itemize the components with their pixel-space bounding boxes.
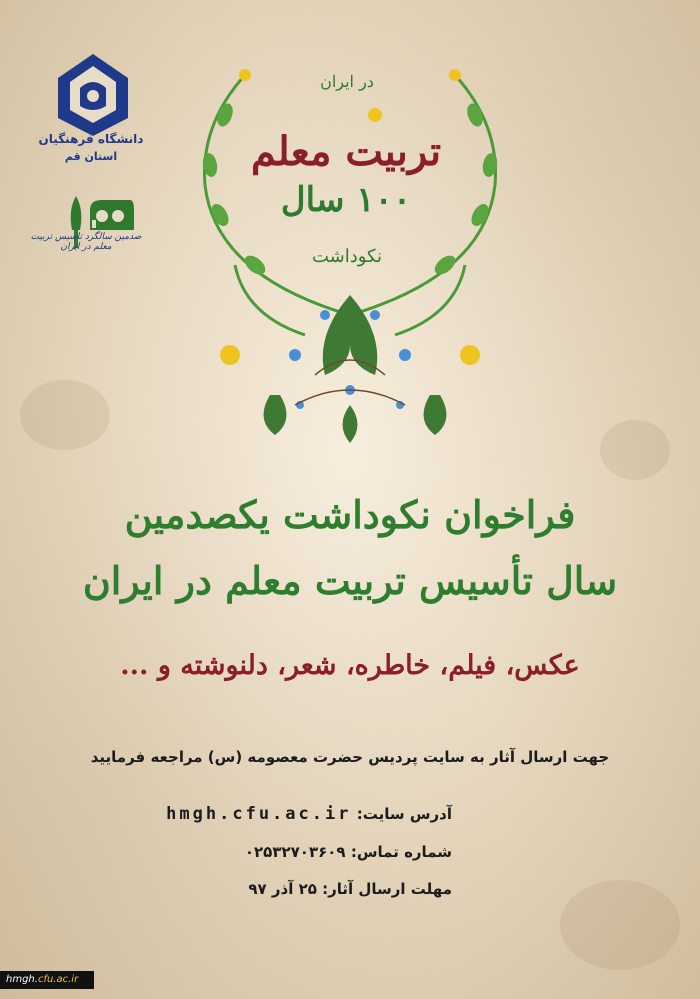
watermark-prefix: hmgh.: [6, 974, 38, 985]
site-label: آدرس سایت:: [356, 805, 452, 823]
centenary-100-logo-icon: [48, 190, 138, 270]
phone-row: [245, 843, 452, 861]
university-province: استان قم: [64, 150, 118, 163]
emblem-top-text: در ایران: [320, 72, 374, 91]
emblem-number-text: ۱۰۰ سال: [280, 180, 412, 220]
paper-stain: [560, 880, 680, 970]
call-categories: عکس، فیلم، خاطره، شعر، دلنوشته و ...: [120, 650, 580, 681]
headline-line-2: سال تأسیس تربیت معلم در ایران: [82, 558, 618, 603]
submission-instruction: جهت ارسال آثار به سایت پردیس حضرت معصومه (س) مراجعه فرمایید: [90, 748, 610, 766]
paper-stain: [600, 420, 670, 480]
deadline-row: [248, 880, 452, 898]
university-name: دانشگاه فرهنگیان: [38, 132, 144, 146]
phone-number: ۰۲۵۳۲۷۰۳۶۰۹: [244, 843, 346, 861]
centenary-caption: صدمین سالگرد تاسیس تربیت معلم در ایران: [30, 232, 142, 252]
site-url-link[interactable]: hmgh.cfu.ac.ir: [166, 804, 352, 824]
phone-label: شماره تماس:: [350, 843, 452, 861]
emblem-sub-text: نکوداشت: [311, 246, 383, 267]
headline-line-1: فراخوان نکوداشت یکصدمین: [124, 492, 576, 537]
paper-stain: [20, 380, 110, 450]
emblem-main-text: تربیت معلم: [250, 128, 442, 175]
site-watermark[interactable]: [0, 971, 94, 989]
deadline-label: مهلت ارسال آثار:: [322, 880, 452, 898]
site-row: [166, 804, 452, 824]
watermark-brand: cfu.ac.ir: [37, 974, 79, 985]
deadline-date: ۲۵ آذر ۹۷: [248, 880, 317, 898]
